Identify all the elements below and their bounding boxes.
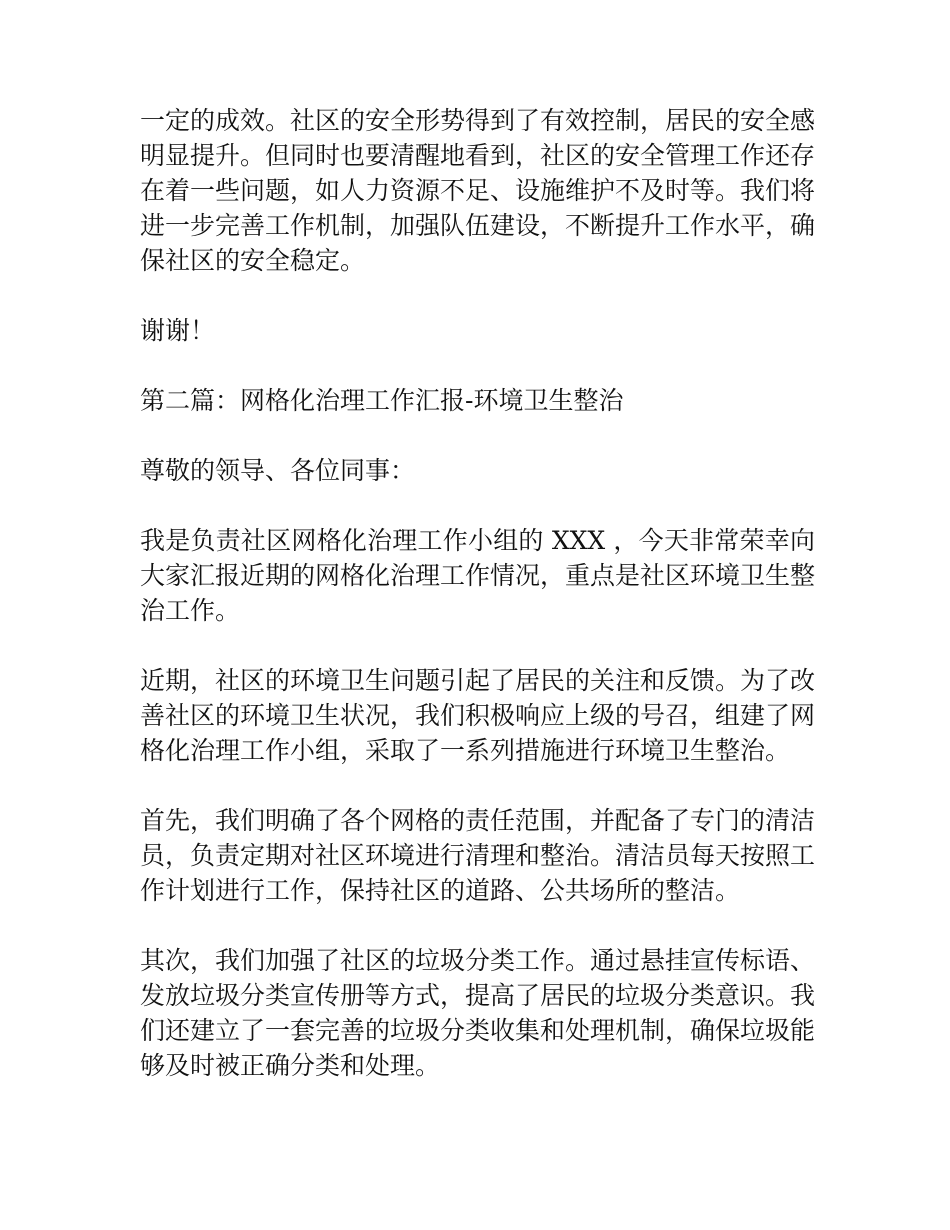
paragraph-background: 近期，社区的环境卫生问题引起了居民的关注和反馈。为了改善社区的环境卫生状况，我们积极响应上级的号召，组建了网格化治理工作小组，采取了一系列措施进行环境卫生整治。 [140, 666, 816, 765]
document-body [140, 103, 815, 1083]
paragraph-safety-conclusion: 一定的成效。社区的安全形势得到了有效控制，居民的安全感明显提升。但同时也要清醒地看到，社区的安全管理工作还存在着一些问题，如人力资源不足、设施维护不及时等。我们将进一步完善工作机制，加强队伍建设，不断提升工作水平，确保社区的安全稳定。 [140, 106, 816, 275]
paragraph-first-measure: 首先，我们明确了各个网格的责任范围，并配备了专门的清洁员，负责定期对社区环境进行清理和整治。清洁员每天按照工作计划进行工作，保持社区的道路、公共场所的整洁。 [140, 806, 816, 905]
paragraph-salutation: 尊敬的领导、各位同事： [140, 456, 416, 485]
section-heading: 第二篇：网格化治理工作汇报-环境卫生整治 [140, 386, 624, 415]
paragraph-second-measure: 其次，我们加强了社区的垃圾分类工作。通过悬挂宣传标语、发放垃圾分类宣传册等方式，提高了居民的垃圾分类意识。我们还建立了一套完善的垃圾分类收集和处理机制，确保垃圾能够及时被正确分类和处理。 [140, 946, 816, 1080]
paragraph-introduction: 我是负责社区网格化治理工作小组的 XXX ，今天非常荣幸向大家汇报近期的网格化治理工作情况，重点是社区环境卫生整治工作。 [140, 526, 816, 625]
paragraph-thanks: 谢谢！ [140, 316, 216, 345]
